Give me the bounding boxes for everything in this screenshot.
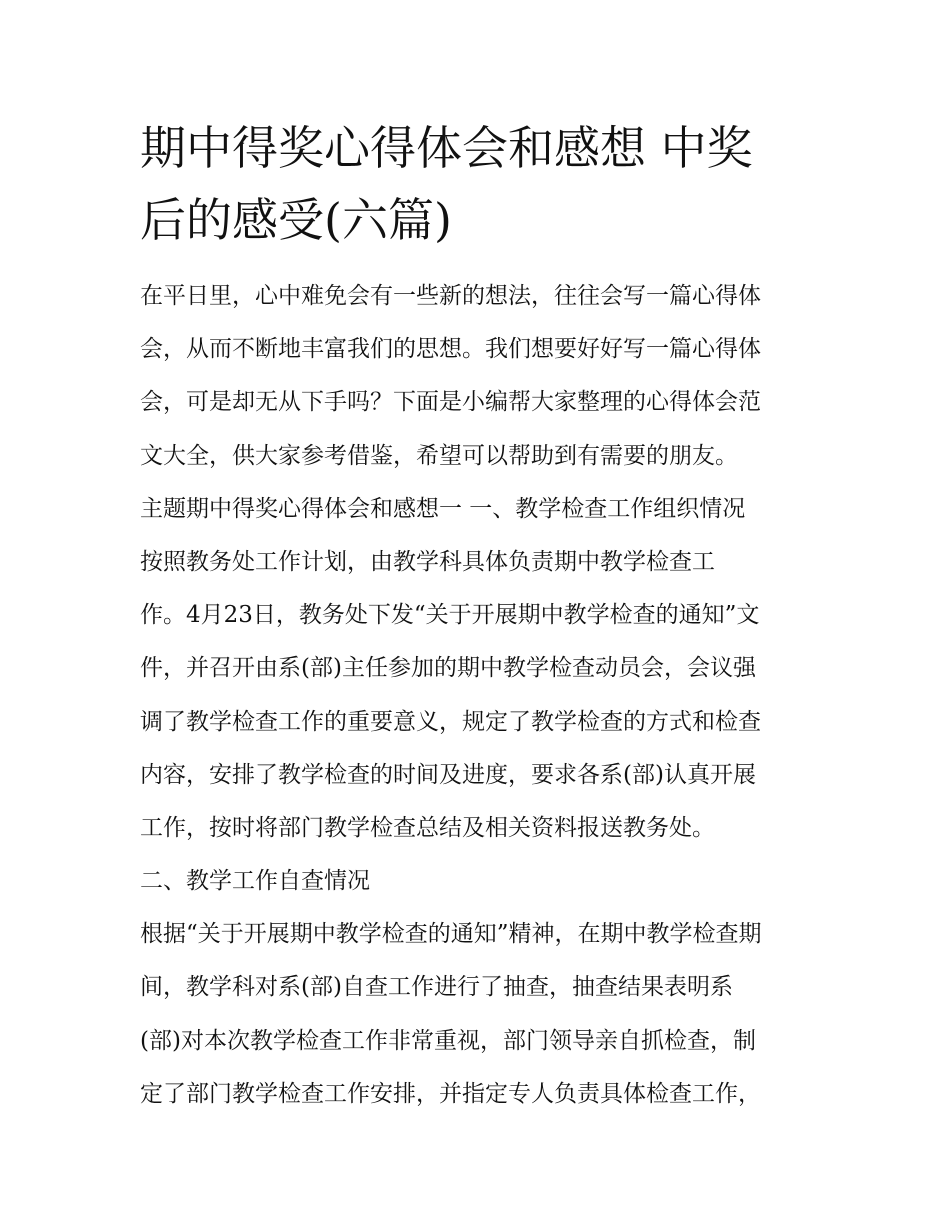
- body-line: 调了教学检查工作的重要意义，规定了教学检查的方式和检查: [140, 708, 761, 735]
- body-line: 按照教务处工作计划，由教学科具体负责期中教学检查工: [140, 548, 715, 575]
- body-line: 作。4月23日，教务处下发“关于开展期中教学检查的通知”文: [140, 602, 760, 629]
- body-line: 在平日里，心中难免会有一些新的想法，往往会写一篇心得体: [140, 283, 761, 309]
- body-line: 主题期中得奖心得体会和感想一 一、教学检查工作组织情况: [140, 495, 746, 522]
- body-line: 工作，按时将部门教学检查总结及相关资料报送教务处。: [140, 814, 715, 841]
- section-heading: 二、教学工作自查情况: [140, 868, 370, 895]
- body-line: 根据“关于开展期中教学检查的通知”精神，在期中教学检查期: [140, 921, 762, 948]
- document-title: [140, 112, 820, 256]
- title-line-2: 后的感受(六篇): [140, 193, 452, 247]
- document-body: [140, 270, 820, 1121]
- body-line: 会，可是却无从下手吗？下面是小编帮大家整理的心得体会范: [140, 389, 761, 416]
- body-line: 文大全，供大家参考借鉴，希望可以帮助到有需要的朋友。: [140, 442, 738, 469]
- body-line: 会，从而不断地丰富我们的思想。我们想要好好写一篇心得体: [140, 336, 761, 363]
- body-line: 内容，安排了教学检查的时间及进度，要求各系(部)认真开展: [140, 761, 756, 788]
- body-line: 间，教学科对系(部)自查工作进行了抽查，抽查结果表明系: [140, 974, 733, 1001]
- body-line: 定了部门教学检查工作安排，并指定专人负责具体检查工作，: [140, 1080, 761, 1107]
- body-line: (部)对本次教学检查工作非常重视，部门领导亲自抓检查，制: [140, 1027, 756, 1054]
- title-line-1: 期中得奖心得体会和感想 中奖: [140, 121, 753, 175]
- body-line: 件，并召开由系(部)主任参加的期中教学检查动员会，会议强: [140, 655, 756, 682]
